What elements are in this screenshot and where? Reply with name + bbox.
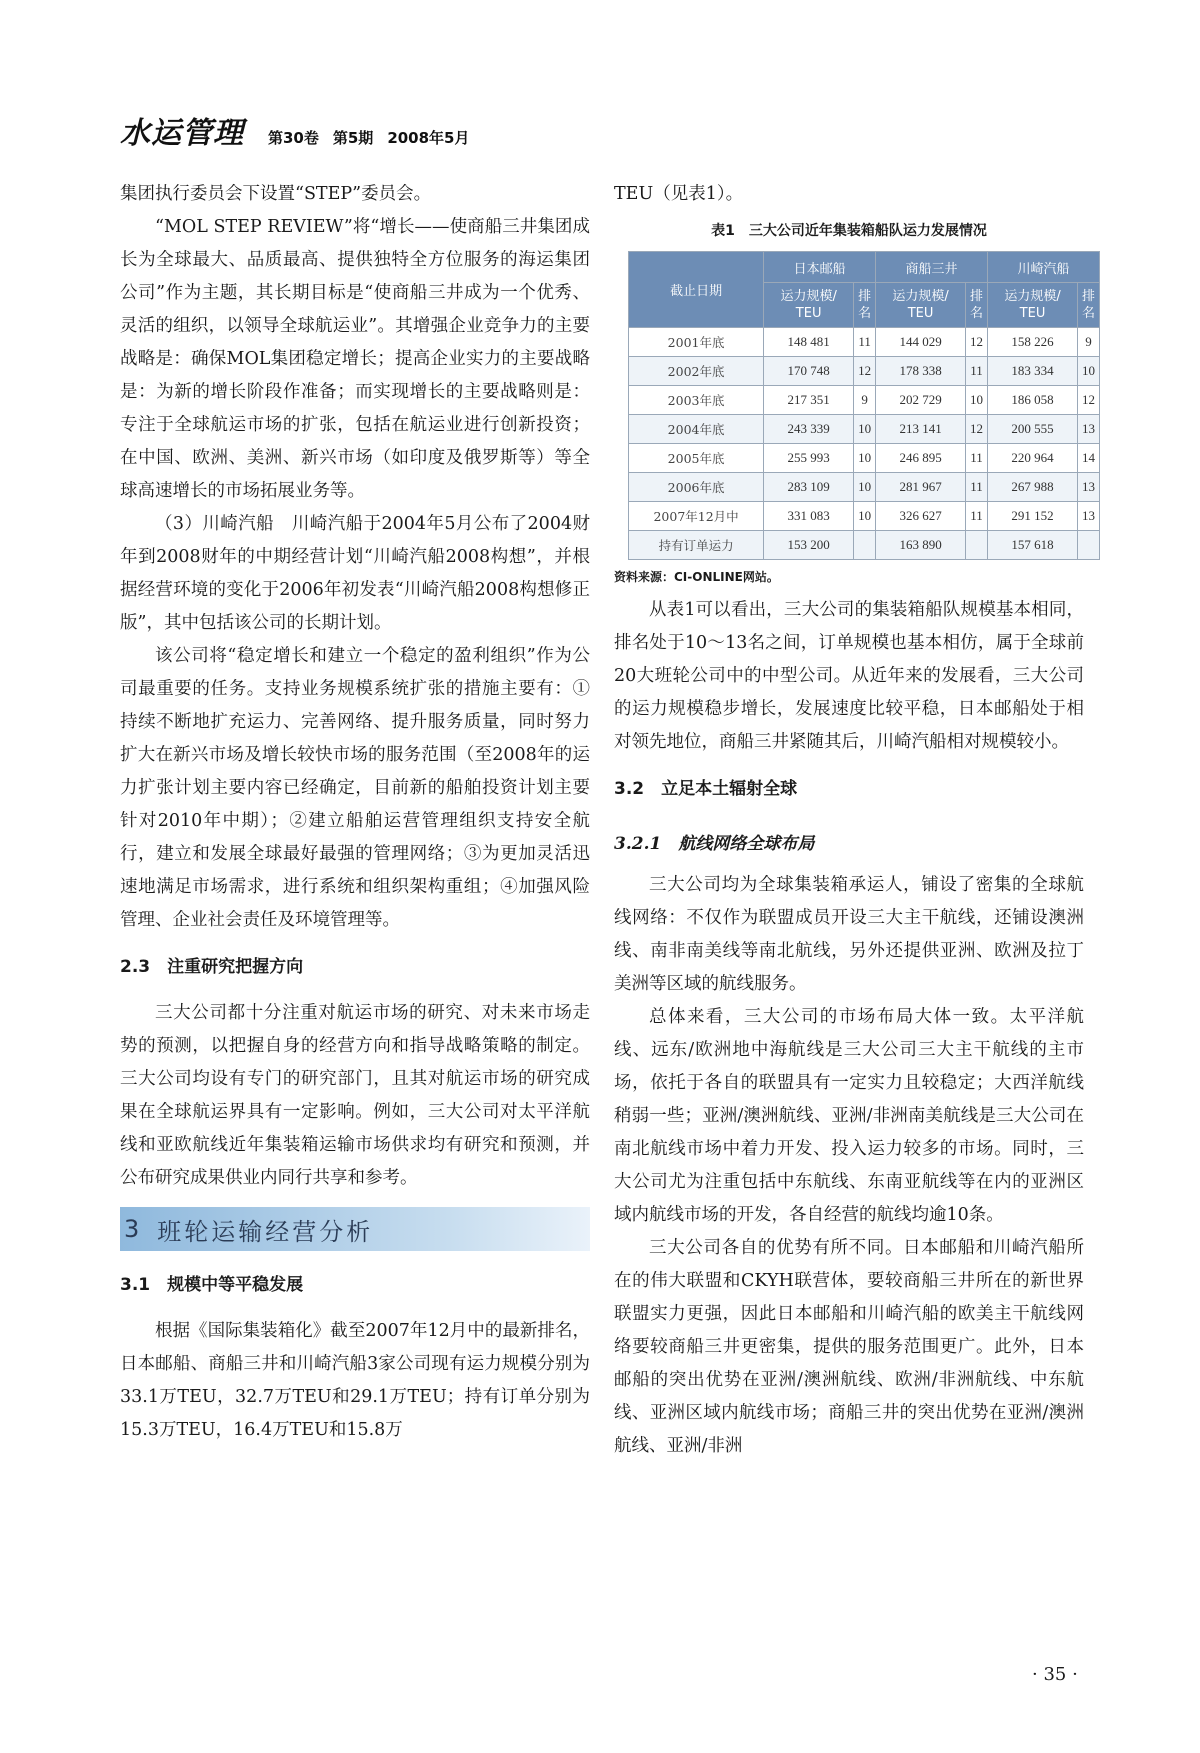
rank-cell: 9 [1078,328,1100,357]
section-heading-3-2: 3.2 立足本土辐射全球 [614,779,798,799]
date-cell: 2003年底 [629,386,764,415]
date-cell: 2002年底 [629,357,764,386]
section-heading-3-1: 3.1 规模中等平稳发展 [120,1275,304,1295]
table-caption: 表1 三大公司近年集装箱船队运力发展情况 [711,223,987,239]
paragraph: “MOL STEP REVIEW”将“增长——使商船三井集团成长为全球最大、品质最高、提供独特全方位服务的海运集团公司”作为主题，其长期目标是“使商船三井成为一个优秀、灵活的组织，以领导全球航运业”。其增强企业竞争力的主要战略是：确保MOL集团稳定增长；提高企业实力的主要战略是：为新的增长阶段作准备；而实现增长的主要战略则是：专注于全球航运市场的扩张，包括在航运业进行创新投资；在中国、欧洲、美洲、新兴市场（如印度及俄罗斯等）等全球高速增长的市场拓展业务等。 [120,217,590,501]
rank-cell: 12 [966,328,988,357]
table-body [629,328,1100,560]
capacity-cell: 213 141 [876,415,966,444]
header-cell-rank: 排 名 [1078,283,1100,328]
rank-cell: 10 [854,415,876,444]
paragraph: 总体来看，三大公司的市场布局大体一致。太平洋航线、远东/欧洲地中海航线是三大公司三大主干航线的主市场，依托于各自的联盟具有一定实力且较稳定；大西洋航线稍弱一些；亚洲/澳洲航线、亚洲/非洲南美航线是三大公司在南北航线市场中着力开发、投入运力较多的市场。同时，三大公司尤为注重包括中东航线、东南亚航线等在内的亚洲区域内航线市场的开发，各自经营的航线均逾10条。 [614,1007,1084,1225]
right-column [614,178,1095,1463]
capacity-cell: 186 058 [988,386,1078,415]
capacity-cell: 202 729 [876,386,966,415]
rank-cell: 10 [854,444,876,473]
chapter-title: 班轮运输经营分析 [157,1217,374,1246]
table-row [629,357,1100,386]
header-cell-rank: 排 名 [966,283,988,328]
issue-label: 第5期 [332,129,374,147]
orders-rank-cell [966,531,988,560]
table-row [629,386,1100,415]
issue-info [268,127,470,148]
paragraph: 从表1可以看出，三大公司的集装箱船队规模基本相同，排名处于10～13名之间，订单规模也基本相仿，属于全球前20大班轮公司中的中型公司。从近年来的发展看，三大公司的运力规模稳步增长，发展速度比较平稳，日本邮船处于相对领先地位，商船三井紧随其后，川崎汽船相对规模较小。 [614,600,1084,752]
capacity-cell: 170 748 [764,357,854,386]
paragraph: 该公司将“稳定增长和建立一个稳定的盈利组织”作为公司最重要的任务。支持业务规模系统扩张的措施主要有：①持续不断地扩充运力、完善网络、提升服务质量，同时努力扩大在新兴市场及增长较快市场的服务范围（至2008年的运力扩张计划主要内容已经确定，目前新的船舶投资计划主要针对2010年中期）；②建立船舶运营管理组织支持安全航行，建立和发展全球最好最强的管理网络；③为更加灵活迅速地满足市场需求，进行系统和组织架构重组；④加强风险管理、企业社会责任及环境管理等。 [120,646,590,930]
paragraph: 三大公司均为全球集装箱承运人，铺设了密集的全球航线网络：不仅作为联盟成员开设三大主干航线，还铺设澳洲线、南非南美线等南北航线，另外还提供亚洲、欧洲及拉丁美洲等区域的航线服务。 [614,875,1084,994]
section-heading-2-3: 2.3 注重研究把握方向 [120,957,304,977]
table-source-note: 资料来源：CI-ONLINE网站。 [614,570,779,584]
header-cell-company: 日本邮船 [764,252,876,283]
rank-cell: 11 [966,473,988,502]
header-cell-rank: 排 名 [854,283,876,328]
orders-rank-cell [1078,531,1100,560]
capacity-cell: 281 967 [876,473,966,502]
paragraph: TEU（见表1）。 [614,184,744,204]
rank-cell: 14 [1078,444,1100,473]
rank-cell: 10 [966,386,988,415]
chapter-banner [120,1207,590,1251]
rank-cell: 13 [1078,415,1100,444]
capacity-cell: 183 334 [988,357,1078,386]
paragraph: （3）川崎汽船 川崎汽船于2004年5月公布了2004财年到2008财年的中期经营计划“川崎汽船2008构想”，并根据经营环境的变化于2006年初发表“川崎汽船2008构想修正版”，其中包括该公司的长期计划。 [120,514,590,633]
header-cell-company: 川崎汽船 [988,252,1100,283]
rank-cell: 10 [1078,357,1100,386]
rank-cell: 12 [854,357,876,386]
capacity-cell: 158 226 [988,328,1078,357]
capacity-cell: 178 338 [876,357,966,386]
header-cell-capacity: 运力规模/ TEU [988,283,1078,328]
header-cell-capacity: 运力规模/ TEU [764,283,854,328]
table-row [629,444,1100,473]
header-cell-capacity: 运力规模/ TEU [876,283,966,328]
chapter-number: 3 [124,1215,140,1243]
running-header [120,108,470,152]
table-row [629,328,1100,357]
rank-cell: 13 [1078,502,1100,531]
table-row-orders [629,531,1100,560]
section-heading-3-2-1: 3.2.1 航线网络全球布局 [614,834,815,854]
capacity-cell: 217 351 [764,386,854,415]
journal-logo: 水运管理 [120,116,244,151]
volume-label: 第30卷 [268,129,319,147]
date-cell: 2001年底 [629,328,764,357]
rank-cell: 12 [1078,386,1100,415]
capacity-cell: 331 083 [764,502,854,531]
rank-cell: 11 [854,328,876,357]
header-cell-company: 商船三井 [876,252,988,283]
capacity-cell: 291 152 [988,502,1078,531]
rank-cell: 10 [854,502,876,531]
table-row [629,415,1100,444]
orders-capacity-cell: 163 890 [876,531,966,560]
date-cell: 2004年底 [629,415,764,444]
rank-cell: 11 [966,357,988,386]
paragraph: 三大公司各自的优势有所不同。日本邮船和川崎汽船所在的伟大联盟和CKYH联营体，要较商船三井所在的新世界联盟实力更强，因此日本邮船和川崎汽船的欧美主干航线网络要较商船三井更密集，提供的服务范围更广。此外，日本邮船的突出优势在亚洲/澳洲航线、欧洲/非洲航线、中东航线、亚洲区域内航线市场；商船三井的突出优势在亚洲/澳洲航线、亚洲/非洲 [614,1238,1084,1456]
table-row [629,502,1100,531]
rank-cell: 12 [966,415,988,444]
capacity-cell: 246 895 [876,444,966,473]
date-cell: 2006年底 [629,473,764,502]
capacity-cell: 243 339 [764,415,854,444]
page-number: · 35 · [1032,1664,1078,1685]
capacity-cell: 144 029 [876,328,966,357]
paragraph: 根据《国际集装箱化》截至2007年12月中的最新排名，日本邮船、商船三井和川崎汽船3家公司现有运力规模分别为33.1万TEU，32.7万TEU和29.1万TEU；持有订单分别为15.3万TEU，16.4万TEU和15.8万 [120,1321,590,1440]
orders-capacity-cell: 153 200 [764,531,854,560]
capacity-cell: 255 993 [764,444,854,473]
paragraph: 集团执行委员会下设置“STEP”委员会。 [120,184,432,204]
date-label: 2008年5月 [387,129,470,147]
capacity-cell: 326 627 [876,502,966,531]
fleet-capacity-table [628,251,1100,560]
header-cell-date: 截止日期 [629,252,764,328]
rank-cell: 9 [854,386,876,415]
orders-rank-cell [854,531,876,560]
capacity-cell: 283 109 [764,473,854,502]
capacity-cell: 148 481 [764,328,854,357]
orders-capacity-cell: 157 618 [988,531,1078,560]
date-cell: 2007年12月中 [629,502,764,531]
left-column [120,178,590,1447]
table-row [629,473,1100,502]
rank-cell: 13 [1078,473,1100,502]
capacity-cell: 220 964 [988,444,1078,473]
capacity-cell: 200 555 [988,415,1078,444]
rank-cell: 11 [966,444,988,473]
rank-cell: 10 [854,473,876,502]
rank-cell: 11 [966,502,988,531]
date-cell: 2005年底 [629,444,764,473]
capacity-cell: 267 988 [988,473,1078,502]
paragraph: 三大公司都十分注重对航运市场的研究、对未来市场走势的预测，以把握自身的经营方向和指导战略策略的制定。三大公司均设有专门的研究部门，且其对航运市场的研究成果在全球航运界具有一定影响。例如，三大公司对太平洋航线和亚欧航线近年集装箱运输市场供求均有研究和预测，并公布研究成果供业内同行共享和参考。 [120,1003,590,1188]
orders-label-cell: 持有订单运力 [629,531,764,560]
